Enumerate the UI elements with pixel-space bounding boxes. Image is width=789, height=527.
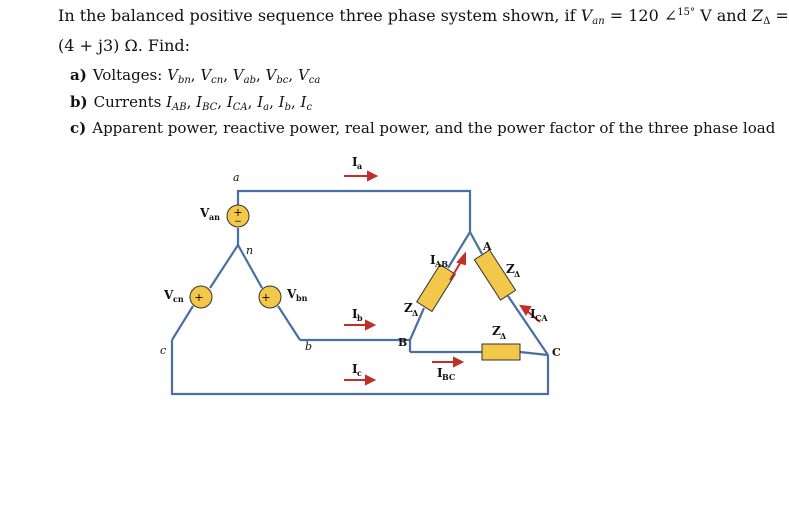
source-van-plus: + bbox=[233, 206, 243, 219]
wire-vbn-b bbox=[278, 306, 300, 340]
label-node-n: n bbox=[246, 244, 254, 257]
intro-text: In the balanced positive sequence three phase system shown, if bbox=[58, 6, 576, 25]
label-vcn: V bbox=[164, 288, 174, 302]
item-b-sym: b bbox=[284, 102, 291, 113]
label-iab: I bbox=[430, 253, 436, 267]
label-ib: I bbox=[352, 307, 358, 321]
label-node-A: A bbox=[483, 240, 492, 253]
item-b-sym: BC bbox=[202, 102, 218, 113]
wire-ZBC-C bbox=[520, 352, 548, 355]
arrow-ibc-head bbox=[454, 358, 462, 366]
source-vbn bbox=[259, 286, 281, 308]
impedance-ZBC bbox=[482, 344, 520, 360]
unit-volt: V and bbox=[700, 6, 747, 25]
z-value: (4 + j3) Ω. Find: bbox=[58, 36, 191, 55]
wire-vcn-c bbox=[172, 306, 193, 340]
source-van bbox=[227, 205, 249, 227]
label-node-b: b bbox=[305, 340, 313, 353]
label-node-a: a bbox=[233, 171, 240, 184]
label-zab: Z bbox=[404, 301, 413, 315]
item-a: a) Voltages: $V_{bn}$, $V_{cn}$, $V_{ab}$, $V_{bc}$, $V_{ca}$ bbox=[70, 66, 321, 86]
z-subscript: Δ bbox=[763, 16, 771, 27]
item-b-sym: CA bbox=[232, 102, 248, 113]
z-equals: = bbox=[775, 6, 789, 25]
source-vcn bbox=[190, 286, 212, 308]
label-van-sub: an bbox=[209, 212, 220, 222]
label-ib-sub: b bbox=[357, 313, 363, 323]
arrow-iab-head bbox=[458, 254, 465, 264]
arrow-ia-head bbox=[368, 172, 376, 180]
item-b-prefix: Currents bbox=[93, 93, 167, 111]
item-b-sym: c bbox=[306, 102, 313, 113]
angle-symbol: ∠ bbox=[663, 6, 678, 25]
source-vbn-plus: + bbox=[261, 291, 271, 304]
van-equals: = 120 bbox=[609, 6, 659, 25]
arrow-ib-head bbox=[366, 321, 374, 329]
item-c-label: c) bbox=[70, 119, 87, 137]
label-ia-sub: a bbox=[357, 161, 363, 171]
item-b-label: b) bbox=[70, 93, 88, 111]
label-node-c: c bbox=[160, 344, 167, 357]
label-zab-sub: Δ bbox=[412, 308, 419, 318]
label-van: V bbox=[200, 206, 210, 220]
item-a-sym: ab bbox=[243, 75, 256, 86]
label-ic-sub: c bbox=[357, 368, 362, 378]
source-van-minus: − bbox=[234, 217, 242, 227]
label-zbc: Z bbox=[492, 324, 501, 338]
label-ic: I bbox=[352, 362, 358, 376]
label-vbn-sub: bn bbox=[296, 293, 308, 303]
item-a-sym: bc bbox=[276, 75, 289, 86]
item-a-sym: ca bbox=[308, 75, 321, 86]
label-ibc-sub: BC bbox=[442, 372, 456, 382]
label-ica-sub: CA bbox=[535, 313, 548, 323]
item-b-sym: AB bbox=[172, 102, 187, 113]
impedance-ZAB-rect bbox=[417, 265, 456, 312]
label-node-C: C bbox=[552, 346, 561, 359]
label-vbn: V bbox=[287, 287, 297, 301]
z-symbol: Z bbox=[751, 6, 764, 25]
item-a-prefix: Voltages: bbox=[92, 66, 168, 84]
label-vcn-sub: cn bbox=[173, 294, 184, 304]
impedance-ZAB bbox=[417, 265, 456, 312]
item-c-text: Apparent power, reactive power, real power, and the power factor of the three phase load bbox=[92, 119, 776, 137]
label-ica: I bbox=[530, 307, 536, 321]
wire-n-vcn bbox=[210, 245, 238, 288]
label-zca-sub: Δ bbox=[514, 269, 521, 279]
label-ia: I bbox=[352, 155, 358, 169]
wire-A-ZCA bbox=[470, 232, 482, 254]
item-a-label: a) bbox=[70, 66, 87, 84]
label-ibc: I bbox=[437, 366, 443, 380]
label-zca: Z bbox=[506, 262, 515, 276]
impedance-ZBC-rect bbox=[482, 344, 520, 360]
van-subscript: an bbox=[592, 16, 605, 27]
angle-degree: 15° bbox=[677, 7, 696, 18]
item-a-sym: cn bbox=[211, 75, 224, 86]
van-symbol: V bbox=[580, 6, 593, 25]
label-iab-sub: AB bbox=[435, 259, 448, 269]
item-a-sym: bn bbox=[177, 75, 191, 86]
label-zbc-sub: Δ bbox=[500, 331, 507, 341]
item-b-sym: a bbox=[263, 102, 270, 113]
wire-a-A bbox=[238, 191, 470, 232]
source-vcn-plus: + bbox=[194, 291, 204, 304]
arrow-ic-head bbox=[366, 376, 374, 384]
item-b: b) Currents $I_{AB}$, $I_{BC}$, $I_{CA}$, $I_a$, $I_b$, $I_c$ bbox=[70, 93, 313, 113]
label-node-B: B bbox=[398, 336, 408, 349]
